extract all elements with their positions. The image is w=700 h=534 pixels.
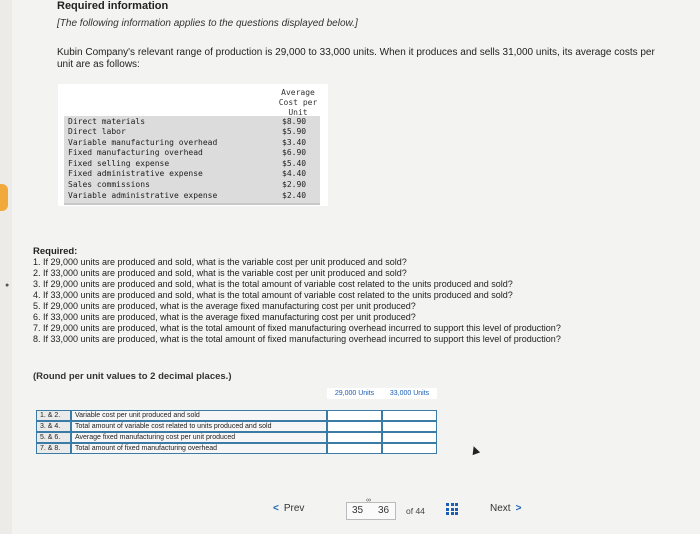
cost-value: $2.40 (282, 191, 307, 200)
side-marker: ● (5, 282, 10, 289)
cost-label: Direct labor (68, 127, 126, 136)
answer-input-29000[interactable] (327, 410, 382, 421)
cost-value: $2.90 (282, 180, 307, 189)
cost-header-line: Unit (288, 108, 308, 117)
cost-label: Variable administrative expense (68, 191, 218, 200)
cost-row (68, 159, 320, 169)
answer-table (36, 388, 448, 468)
cost-row (68, 117, 320, 127)
question-item: 8. If 33,000 units are produced, what is the total amount of fixed manufacturing overhead incurred to support this level of production? (33, 334, 561, 344)
cost-header-line: Cost per (278, 98, 318, 107)
answer-input-29000[interactable] (327, 421, 382, 432)
cost-label: Sales commissions (68, 180, 150, 189)
cost-label: Direct materials (68, 117, 146, 126)
cost-table-underline (64, 203, 320, 205)
row-label: Average fixed manufacturing cost per unit produced (71, 432, 327, 443)
row-label: Total amount of fixed manufacturing overhead (71, 443, 327, 454)
row-label: Variable cost per unit produced and sold (71, 410, 327, 421)
question-item: 7. If 29,000 units are produced, what is the total amount of fixed manufacturing overhead incurred to support this level of production? (33, 323, 561, 333)
info-note: [The following information applies to the questions displayed below.] (57, 18, 358, 29)
answer-input-33000[interactable] (382, 421, 437, 432)
row-label: Total amount of variable cost related to units produced and sold (71, 421, 327, 432)
page-number[interactable]: 35 (352, 505, 364, 516)
column-header-33000: 33,000 Units (382, 388, 437, 399)
cost-label: Fixed administrative expense (68, 169, 203, 178)
cost-row (68, 169, 320, 179)
cost-value: $8.90 (282, 117, 307, 126)
cost-value: $3.40 (282, 138, 307, 147)
question-item: 4. If 33,000 units are produced and sold, what is the total amount of variable cost related to the units produced and sold? (33, 290, 513, 300)
answer-input-33000[interactable] (382, 443, 437, 454)
question-list (33, 257, 693, 345)
cost-row (68, 191, 320, 201)
table-row (36, 421, 448, 432)
next-label: Next (490, 503, 511, 514)
left-edge-panel (0, 0, 12, 534)
required-information-heading: Required information (57, 0, 169, 12)
link-icon: ∞ (366, 497, 371, 504)
cost-value: $5.40 (282, 159, 307, 168)
problem-intro: Kubin Company's relevant range of production is 29,000 to 33,000 units. When it produces and sells 31,000 units, its average costs per unit are as follows: (57, 47, 655, 70)
cost-row (68, 180, 320, 190)
cost-value: $5.90 (282, 127, 307, 136)
cost-label: Variable manufacturing overhead (68, 138, 218, 147)
row-number: 7. & 8. (36, 443, 71, 454)
cost-row (68, 138, 320, 148)
cost-value: $6.90 (282, 148, 307, 157)
cost-row (68, 148, 320, 158)
chevron-left-icon: < (273, 503, 279, 514)
row-number: 3. & 4. (36, 421, 71, 432)
table-row (36, 432, 448, 443)
cost-value: $4.40 (282, 169, 307, 178)
question-item: 6. If 33,000 units are produced, what is the average fixed manufacturing cost per unit produced? (33, 312, 416, 322)
required-heading: Required: (33, 246, 78, 257)
page-number[interactable]: 36 (378, 505, 390, 516)
question-item: 3. If 29,000 units are produced and sold, what is the total amount of variable cost related to the units produced and sold? (33, 279, 513, 289)
question-item: 1. If 29,000 units are produced and sold, what is the variable cost per unit produced and sold? (33, 257, 407, 267)
page-navigator[interactable] (344, 497, 440, 521)
cost-label: Fixed manufacturing overhead (68, 148, 203, 157)
answer-input-29000[interactable] (327, 443, 382, 454)
column-header-29000: 29,000 Units (327, 388, 382, 399)
question-item: 2. If 33,000 units are produced and sold, what is the variable cost per unit produced and sold? (33, 268, 407, 278)
question-item: 5. If 29,000 units are produced, what is the average fixed manufacturing cost per unit produced? (33, 301, 416, 311)
cost-header-line: Average (281, 88, 315, 97)
row-number: 5. & 6. (36, 432, 71, 443)
table-row (36, 443, 448, 454)
answer-input-29000[interactable] (327, 432, 382, 443)
answer-input-33000[interactable] (382, 432, 437, 443)
row-number: 1. & 2. (36, 410, 71, 421)
cost-row (68, 127, 320, 137)
page-total: of 44 (406, 506, 425, 516)
mouse-cursor-icon (470, 445, 480, 455)
next-button[interactable] (490, 503, 521, 514)
prev-button[interactable] (273, 503, 304, 514)
side-tab[interactable] (0, 184, 8, 211)
answer-input-33000[interactable] (382, 410, 437, 421)
chevron-right-icon: > (515, 503, 522, 514)
grid-icon[interactable] (446, 503, 458, 515)
cost-label: Fixed selling expense (68, 159, 170, 168)
cost-column-header (270, 88, 326, 118)
table-row (36, 410, 448, 421)
rounding-instruction: (Round per unit values to 2 decimal places.) (33, 371, 232, 382)
prev-label: Prev (283, 503, 305, 514)
